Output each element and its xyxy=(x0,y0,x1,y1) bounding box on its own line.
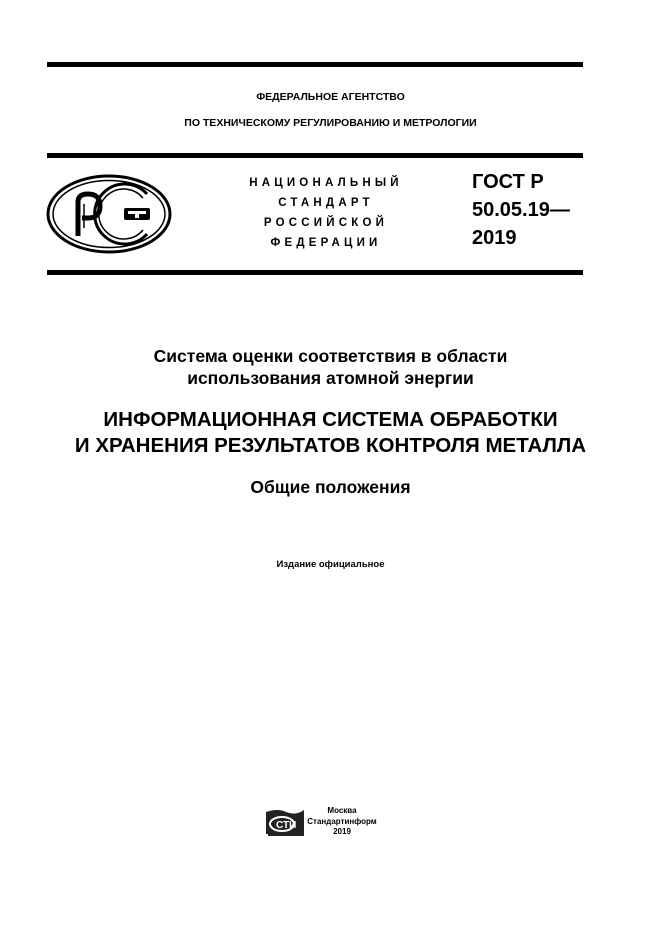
svg-text:СТИ: СТИ xyxy=(276,820,297,831)
designation-line: 2019 xyxy=(472,227,517,249)
national-line: ФЕДЕРАЦИИ xyxy=(270,237,382,249)
national-line: РОССИЙСКОЙ xyxy=(263,217,389,229)
standard-block-bottom-rule xyxy=(47,270,583,275)
header-divider-rule xyxy=(47,153,583,158)
title-line: ИНФОРМАЦИОННАЯ СИСТЕМА ОБРАБОТКИ xyxy=(103,408,558,431)
publisher-name: Стандартинформ xyxy=(307,816,377,826)
agency-line-2: ПО ТЕХНИЧЕСКОМУ РЕГУЛИРОВАНИЮ И МЕТРОЛОГИИ xyxy=(184,117,477,129)
agency-line-1: ФЕДЕРАЛЬНОЕ АГЕНТСТВО xyxy=(256,91,405,103)
standartinform-logo-icon xyxy=(264,806,306,838)
national-line: СТАНДАРТ xyxy=(278,197,374,209)
subtitle-line: использования атомной энергии xyxy=(187,368,474,388)
subtitle-line: Система оценки соответствия в области xyxy=(153,346,508,366)
standard-designation xyxy=(472,168,570,252)
gost-r-logo-icon xyxy=(44,172,174,256)
document-subtitle xyxy=(0,345,661,389)
document-title xyxy=(0,407,661,459)
document-part-title: Общие положения xyxy=(250,477,411,497)
publisher-city: Москва xyxy=(327,806,357,815)
top-rule xyxy=(47,62,583,67)
publisher-year: 2019 xyxy=(333,827,351,836)
title-line: И ХРАНЕНИЯ РЕЗУЛЬТАТОВ КОНТРОЛЯ МЕТАЛЛА xyxy=(74,434,587,457)
national-line: НАЦИОНАЛЬНЫЙ xyxy=(249,177,403,189)
publisher-block xyxy=(306,806,378,838)
national-standard-label xyxy=(226,173,426,253)
designation-line: 50.05.19— xyxy=(472,199,570,221)
edition-label: Издание официальное xyxy=(276,559,385,570)
designation-line: ГОСТ Р xyxy=(472,171,544,193)
